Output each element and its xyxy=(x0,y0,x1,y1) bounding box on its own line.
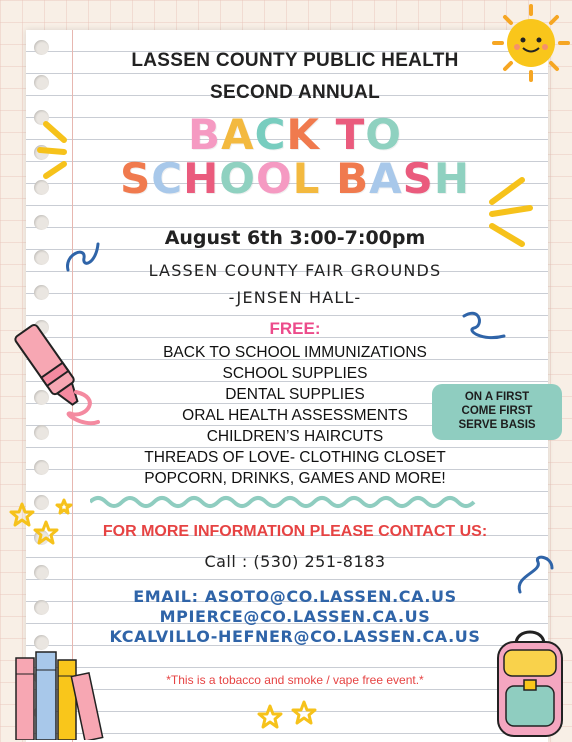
title-line-2 xyxy=(60,154,530,203)
badge-line-3: SERVE BASIS xyxy=(458,419,536,431)
free-item: BACK TO SCHOOL IMMUNIZATIONS xyxy=(163,344,427,361)
header-line-1: LASSEN COUNTY PUBLIC HEALTH xyxy=(131,50,459,71)
free-item: ORAL HEALTH ASSESSMENTS xyxy=(182,407,408,424)
contact-heading: FOR MORE INFORMATION PLEASE CONTACT US: xyxy=(102,523,488,540)
contact-phone: Call : (530) 251-8183 xyxy=(204,552,386,571)
title-letter: S xyxy=(402,154,434,203)
title-letter: H xyxy=(183,154,220,203)
badge-line-2: COME FIRST xyxy=(461,405,533,417)
title-letter: A xyxy=(221,110,255,159)
free-item: SCHOOL SUPPLIES xyxy=(222,365,368,382)
title-letter: O xyxy=(365,110,402,159)
event-venue-line-1: LASSEN COUNTY FAIR GROUNDS xyxy=(148,261,442,280)
title-letter: B xyxy=(188,110,222,159)
contact-email-2[interactable]: MPIERCE@CO.LASSEN.CA.US xyxy=(159,607,431,626)
event-date: August 6th 3:00-7:00pm xyxy=(164,227,426,249)
title-letter: L xyxy=(292,154,321,203)
title-line-1 xyxy=(60,110,530,159)
free-item: DENTAL SUPPLIES xyxy=(225,386,365,403)
free-item: CHILDREN’S HAIRCUTS xyxy=(206,428,384,445)
title-letter xyxy=(320,110,336,159)
first-come-badge xyxy=(432,384,562,440)
title-letter: K xyxy=(286,110,320,159)
title-letter: H xyxy=(433,154,470,203)
title-letter xyxy=(320,154,336,203)
title-letter: O xyxy=(255,154,293,203)
badge-line-1: ON A FIRST xyxy=(464,391,530,403)
title-letter: C xyxy=(254,110,287,159)
contact-email-1[interactable]: EMAIL: ASOTO@CO.LASSEN.CA.US xyxy=(133,587,457,606)
title-letter: C xyxy=(151,154,184,203)
title-letter: B xyxy=(336,154,370,203)
title-letter: T xyxy=(335,110,366,159)
contact-email-3[interactable]: KCALVILLO-HEFNER@CO.LASSEN.CA.US xyxy=(109,627,481,646)
event-venue-line-2: -JENSEN HALL- xyxy=(228,288,362,307)
free-item: THREADS OF LOVE- CLOTHING CLOSET xyxy=(144,449,446,466)
free-item: POPCORN, DRINKS, GAMES AND MORE! xyxy=(144,470,446,487)
header-line-2: SECOND ANNUAL xyxy=(210,82,380,103)
footer-note: *This is a tobacco and smoke / vape free event.* xyxy=(166,673,424,687)
title-letter: A xyxy=(369,154,403,203)
wave-divider xyxy=(90,494,480,510)
free-label: FREE: xyxy=(269,319,321,338)
title-letter: S xyxy=(120,154,152,203)
title-letter: O xyxy=(219,154,256,203)
